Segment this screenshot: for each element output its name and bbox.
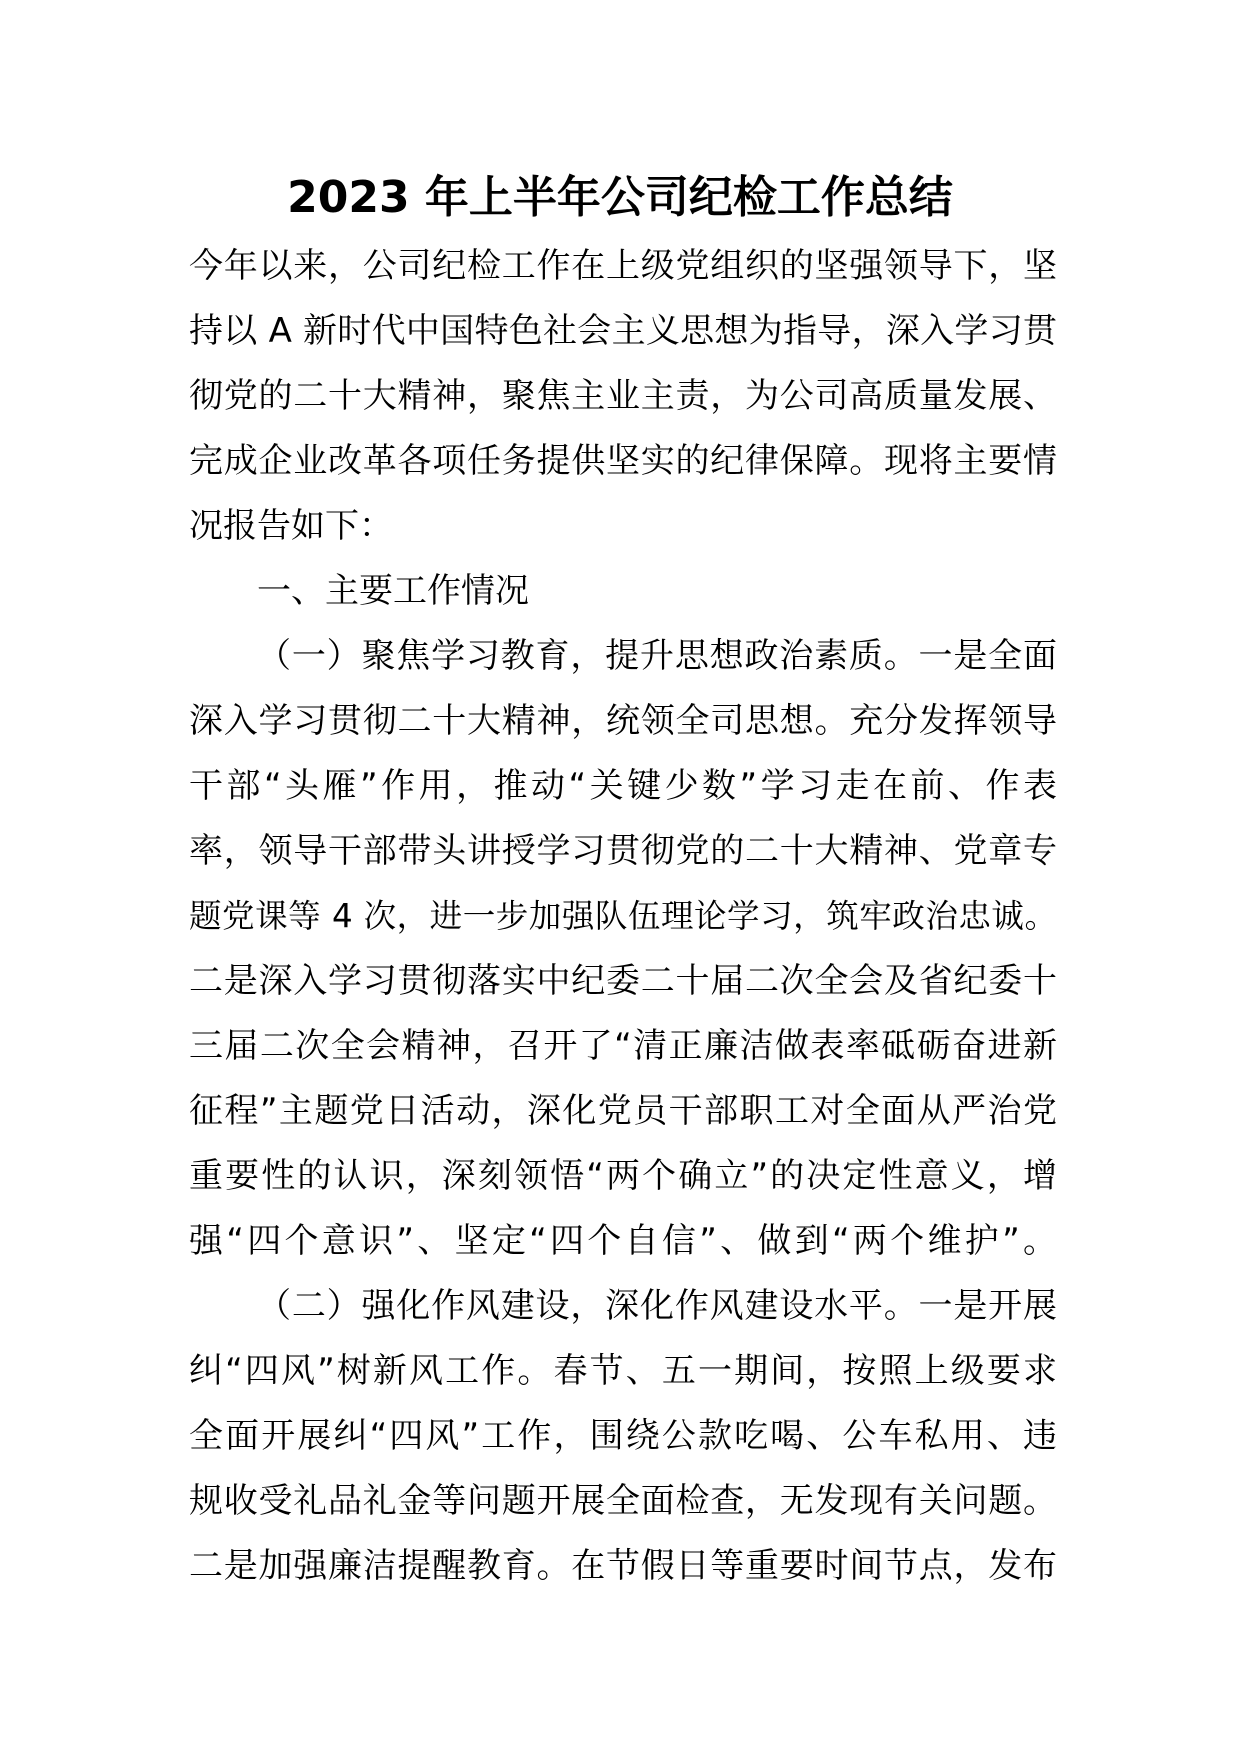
text-line: 深入学习贯彻二十大精神，统领全司思想。充分发挥领导 [189,701,1057,741]
text-line: 强“四个意识”、坚定“四个自信”、做到“两个维护”。 [189,1221,1057,1261]
text-line: 三届二次全会精神，召开了“清正廉洁做表率砥砺奋进新 [189,1026,1057,1066]
document-title: 2023 年上半年公司纪检工作总结 [287,172,953,223]
text-line: 一、主要工作情况 [257,571,529,611]
text-line: （二）强化作风建设，深化作风建设水平。一是开展 [257,1286,1057,1326]
text-line: 今年以来，公司纪检工作在上级党组织的坚强领导下，坚 [189,246,1057,286]
text-line: 完成企业改革各项任务提供坚实的纪律保障。现将主要情 [189,441,1057,481]
text-line: 全面开展纠“四风”工作，围绕公款吃喝、公车私用、违 [189,1416,1057,1456]
text-line: 彻党的二十大精神，聚焦主业主责，为公司高质量发展、 [189,376,1057,416]
text-line: 征程”主题党日活动，深化党员干部职工对全面从严治党 [189,1091,1057,1131]
document-body [189,234,1057,1599]
text-line: 二是加强廉洁提醒教育。在节假日等重要时间节点，发布 [189,1546,1057,1586]
text-line: 况报告如下： [189,506,393,546]
text-line: 持以 A 新时代中国特色社会主义思想为指导，深入学习贯 [189,311,1057,351]
paragraph [189,624,1057,1274]
text-line: 二是深入学习贯彻落实中纪委二十届二次全会及省纪委十 [189,961,1057,1001]
text-line: 重要性的认识，深刻领悟“两个确立”的决定性意义，增 [189,1156,1057,1196]
text-line: 题党课等 4 次，进一步加强队伍理论学习，筑牢政治忠诚。 [189,897,1057,935]
text-line: 纠“四风”树新风工作。春节、五一期间，按照上级要求 [189,1351,1057,1391]
paragraph [189,559,1057,624]
paragraph [189,234,1057,559]
paragraph [189,1274,1057,1599]
text-line: 率，领导干部带头讲授学习贯彻党的二十大精神、党章专 [189,831,1057,871]
text-line: （一）聚焦学习教育，提升思想政治素质。一是全面 [257,636,1057,676]
text-line: 干部“头雁”作用，推动“关键少数”学习走在前、作表 [189,766,1057,806]
text-line: 规收受礼品礼金等问题开展全面检查，无发现有关问题。 [189,1481,1057,1521]
